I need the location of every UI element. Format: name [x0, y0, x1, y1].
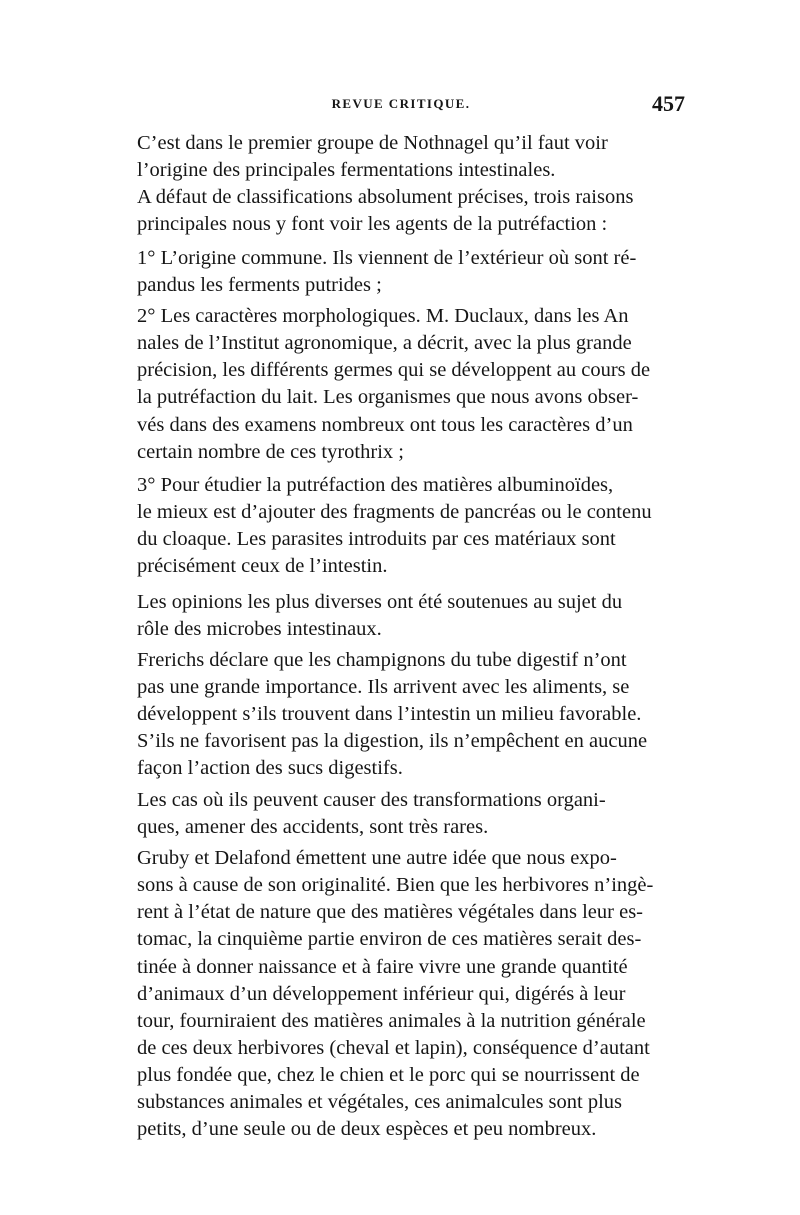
- text-line: la putréfaction du lait. Les organismes que nous avons obser-: [137, 386, 639, 409]
- running-title: REVUE CRITIQUE.: [331, 96, 471, 111]
- body-text: [117, 130, 685, 1144]
- paragraph: [117, 845, 685, 1144]
- text-line: précision, les différents germes qui se développent au cours de: [137, 359, 651, 382]
- text-line: 2° Les caractères morphologiques. M. Duclaux, dans les An: [137, 304, 629, 327]
- text-line: substances animales et végétales, ces animalcules sont plus: [137, 1091, 623, 1114]
- text-line: l’origine des principales fermentations intestinales.: [137, 159, 556, 182]
- text-line: nales de l’Institut agronomique, a décrit, avec la plus grande: [137, 332, 632, 355]
- text-line: développent s’ils trouvent dans l’intestin un milieu favorable.: [137, 703, 642, 726]
- paragraph: [117, 184, 685, 238]
- paragraph: [117, 787, 685, 841]
- text-line: tour, fourniraient des matières animales à la nutrition générale: [137, 1009, 646, 1032]
- text-line: d’animaux d’un développement inférieur qui, digérés à leur: [137, 982, 626, 1005]
- text-line: pas une grande importance. Ils arrivent avec les aliments, se: [137, 675, 630, 698]
- text-line: pandus les ferments putrides ;: [137, 273, 382, 296]
- text-line: façon l’action des sucs digestifs.: [137, 757, 403, 780]
- text-line: tinée à donner naissance et à faire vivre une grande quantité: [137, 955, 628, 978]
- text-line: Les cas où ils peuvent causer des transformations organi-: [137, 788, 606, 811]
- text-line: A défaut de classifications absolument précises, trois raisons: [137, 186, 634, 209]
- text-line: tomac, la cinquième partie environ de ces matières serait des-: [137, 928, 642, 951]
- text-line: principales nous y font voir les agents de la putréfaction :: [137, 213, 608, 236]
- paragraph: [117, 589, 685, 643]
- text-line: de ces deux herbivores (cheval et lapin), conséquence d’autant: [137, 1037, 650, 1059]
- text-line: le mieux est d’ajouter des fragments de pancréas ou le contenu: [137, 501, 652, 524]
- text-line: Les opinions les plus diverses ont été soutenues au sujet du: [137, 590, 623, 613]
- paragraph: [117, 130, 685, 184]
- text-line: S’ils ne favorisent pas la digestion, ils n’empêchent en aucune: [137, 730, 648, 753]
- paragraph: [117, 647, 685, 783]
- text-line: sons à cause de son originalité. Bien que les herbivores n’ingè-: [137, 874, 654, 897]
- text-line: Gruby et Delafond émettent une autre idée que nous expo-: [137, 846, 617, 869]
- text-line: certain nombre de ces tyrothrix ;: [137, 440, 404, 463]
- text-line: du cloaque. Les parasites introduits par ces matériaux sont: [137, 528, 616, 551]
- paragraph: [117, 472, 685, 581]
- text-line: petits, d’une seule ou de deux espèces et peu nombreux.: [137, 1118, 597, 1141]
- text-line: C’est dans le premier groupe de Nothnagel qu’il faut voir: [137, 132, 608, 154]
- text-line: rent à l’état de nature que des matières végétales dans leur es-: [137, 901, 644, 924]
- text-line: 3° Pour étudier la putréfaction des matières albuminoïdes,: [137, 473, 614, 496]
- text-line: plus fondée que, chez le chien et le porc qui se nourrissent de: [137, 1064, 640, 1087]
- text-line: Frerichs déclare que les champignons du tube digestif n’ont: [137, 648, 627, 671]
- text-line: 1° L’origine commune. Ils viennent de l’extérieur où sont ré-: [137, 246, 637, 269]
- page-number: 457: [652, 91, 685, 116]
- running-head: [117, 92, 685, 122]
- text-line: précisément ceux de l’intestin.: [137, 555, 388, 578]
- text-line: vés dans des examens nombreux ont tous les caractères d’un: [137, 413, 633, 436]
- text-line: rôle des microbes intestinaux.: [137, 617, 382, 640]
- text-line: ques, amener des accidents, sont très rares.: [137, 815, 489, 838]
- paragraph: [117, 303, 685, 466]
- paragraph: [117, 245, 685, 299]
